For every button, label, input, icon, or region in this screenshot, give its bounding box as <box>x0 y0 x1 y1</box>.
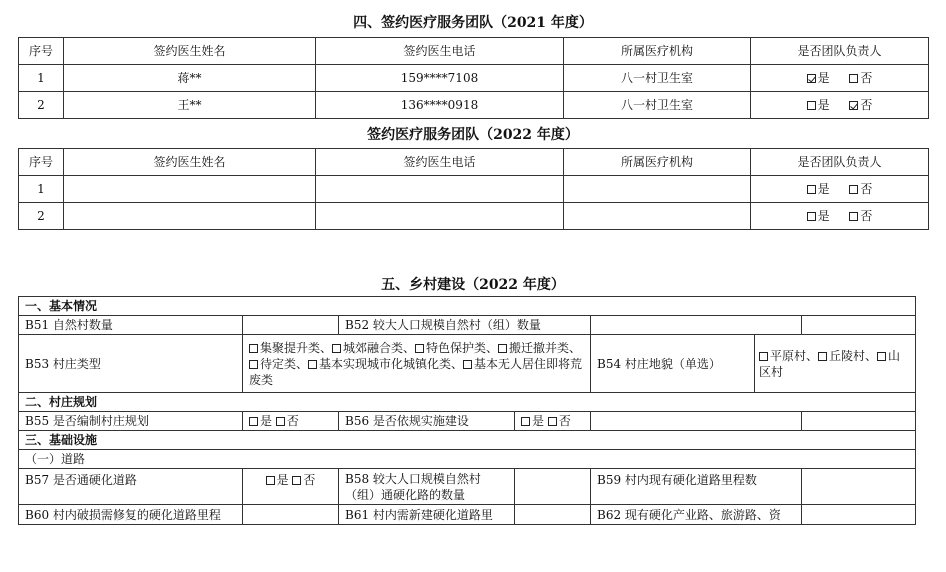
section-row <box>19 297 916 316</box>
section-row <box>19 431 916 450</box>
no-label: 否 <box>303 473 316 487</box>
option-label: 基本实现城市化城镇化类、 <box>319 356 464 371</box>
yes-label: 是 <box>817 209 830 223</box>
medical-org[interactable] <box>564 176 751 203</box>
yes-label: 是 <box>260 414 273 428</box>
yes-label: 是 <box>817 71 830 85</box>
checkbox-icon[interactable] <box>759 352 768 361</box>
no-label: 否 <box>860 209 873 223</box>
option-label: 特色保护类、 <box>426 340 499 355</box>
table-row <box>19 469 916 505</box>
doctor-phone[interactable] <box>316 203 564 230</box>
table-row <box>19 412 916 431</box>
checkbox-icon[interactable] <box>498 344 507 353</box>
b58-label: B58 较大人口规模自然村（组）通硬化路的数量 <box>339 469 515 505</box>
b51-value[interactable] <box>243 316 339 335</box>
b56-choice <box>515 412 591 431</box>
b62-label: B62 现有硬化产业路、旅游路、资 <box>591 505 802 525</box>
b60-value[interactable] <box>243 505 339 525</box>
b55-label: B55 是否编制村庄规划 <box>19 412 243 431</box>
doctor-name: 王** <box>64 92 316 119</box>
b52-label: B52 较大人口规模自然村（组）数量 <box>339 316 591 335</box>
section-basic: 一、基本情况 <box>19 297 916 316</box>
checkbox-icon[interactable] <box>249 360 258 369</box>
checkbox-icon[interactable] <box>818 352 827 361</box>
b62-value[interactable] <box>802 505 916 525</box>
header-cell: 序号 <box>19 149 64 176</box>
table-row <box>19 65 929 92</box>
header-cell: 所属医疗机构 <box>564 149 751 176</box>
checkbox-icon[interactable] <box>807 212 816 221</box>
yes-label: 是 <box>276 473 289 487</box>
row-number: 2 <box>19 92 64 119</box>
checkbox-icon[interactable] <box>308 360 317 369</box>
option-label: 丘陵村、 <box>829 348 878 363</box>
section-infrastructure: 三、基础设施 <box>19 431 916 450</box>
header-cell: 签约医生姓名 <box>64 149 316 176</box>
medical-org: 八一村卫生室 <box>564 65 751 92</box>
b54-label: B54 村庄地貌（单选） <box>591 335 755 393</box>
option-label: 待定类、 <box>260 356 309 371</box>
b53-options <box>243 335 591 393</box>
no-label: 否 <box>860 71 873 85</box>
option-label: 平原村、 <box>770 348 819 363</box>
leader-choice <box>751 92 929 119</box>
option-label: 城郊融合类、 <box>343 340 416 355</box>
blank-cell <box>802 412 916 431</box>
row-number: 1 <box>19 65 64 92</box>
checkbox-icon[interactable] <box>332 344 341 353</box>
leader-choice <box>751 203 929 230</box>
team-2021-title: 四、签约医疗服务团队（2021 年度） <box>353 15 593 31</box>
table-row <box>19 92 929 119</box>
option-label: 山区村 <box>759 348 901 379</box>
checkbox-icon[interactable] <box>266 476 275 485</box>
yes-label: 是 <box>817 98 830 112</box>
checkbox-icon[interactable] <box>463 360 472 369</box>
checkbox-icon[interactable] <box>521 417 530 426</box>
yes-label: 是 <box>532 414 545 428</box>
checkbox-icon[interactable] <box>807 101 816 110</box>
no-label: 否 <box>286 414 299 428</box>
b57-choice <box>243 469 339 505</box>
b51-label: B51 自然村数量 <box>19 316 243 335</box>
b61-value[interactable] <box>515 505 591 525</box>
doctor-phone: 159****7108 <box>316 65 564 92</box>
rural-title: 五、乡村建设（2022 年度） <box>381 277 565 293</box>
rural-table <box>18 296 916 525</box>
b60-label: B60 村内破损需修复的硬化道路里程 <box>19 505 243 525</box>
doctor-name: 蒋** <box>64 65 316 92</box>
table-row <box>19 316 916 335</box>
doctor-phone[interactable] <box>316 176 564 203</box>
option-label: 搬迁撤并类、 <box>509 340 582 355</box>
header-cell: 是否团队负责人 <box>751 38 929 65</box>
b56-label: B56 是否依规实施建设 <box>339 412 515 431</box>
medical-org[interactable] <box>564 203 751 230</box>
doctor-phone: 136****0918 <box>316 92 564 119</box>
no-label: 否 <box>558 414 571 428</box>
b54-options <box>755 335 916 393</box>
table-row <box>19 505 916 525</box>
team-2022-table <box>18 148 929 230</box>
header-cell: 签约医生电话 <box>316 38 564 65</box>
b59-label: B59 村内现有硬化道路里程数 <box>591 469 802 505</box>
b52-extra <box>802 316 916 335</box>
leader-choice <box>751 176 929 203</box>
checkbox-icon[interactable] <box>276 417 285 426</box>
b57-label: B57 是否通硬化道路 <box>19 469 243 505</box>
b52-value[interactable] <box>591 316 802 335</box>
subsection-row <box>19 450 916 469</box>
no-label: 否 <box>860 182 873 196</box>
checkbox-icon[interactable] <box>548 417 557 426</box>
checked-checkbox-icon[interactable] <box>807 74 816 83</box>
checkbox-icon[interactable] <box>249 417 258 426</box>
b55-choice <box>243 412 339 431</box>
medical-org: 八一村卫生室 <box>564 92 751 119</box>
header-cell: 所属医疗机构 <box>564 38 751 65</box>
doctor-name[interactable] <box>64 203 316 230</box>
row-number: 2 <box>19 203 64 230</box>
table-row <box>19 335 916 393</box>
header-cell: 序号 <box>19 38 64 65</box>
checkbox-icon[interactable] <box>849 185 858 194</box>
row-number: 1 <box>19 176 64 203</box>
no-label: 否 <box>860 98 873 112</box>
table-row <box>19 203 929 230</box>
b59-value[interactable] <box>802 469 916 505</box>
header-cell: 是否团队负责人 <box>751 149 929 176</box>
header-cell: 签约医生电话 <box>316 149 564 176</box>
blank-cell <box>591 412 802 431</box>
team-2021-table <box>18 37 929 119</box>
section-row <box>19 393 916 412</box>
b61-label: B61 村内需新建硬化道路里 <box>339 505 515 525</box>
b53-label: B53 村庄类型 <box>19 335 243 393</box>
checkbox-icon[interactable] <box>849 74 858 83</box>
checkbox-icon[interactable] <box>292 476 301 485</box>
section-planning: 二、村庄规划 <box>19 393 916 412</box>
leader-choice <box>751 65 929 92</box>
checkbox-icon[interactable] <box>877 352 886 361</box>
checkbox-icon[interactable] <box>249 344 258 353</box>
option-label: 基本无人居住即将荒废类 <box>249 356 583 387</box>
table-header-row <box>19 149 929 176</box>
checked-checkbox-icon[interactable] <box>849 101 858 110</box>
checkbox-icon[interactable] <box>849 212 858 221</box>
b58-value[interactable] <box>515 469 591 505</box>
checkbox-icon[interactable] <box>415 344 424 353</box>
subsection-road: （一）道路 <box>19 450 916 469</box>
header-cell: 签约医生姓名 <box>64 38 316 65</box>
team-2022-title: 签约医疗服务团队（2022 年度） <box>367 127 579 143</box>
table-row <box>19 176 929 203</box>
table-header-row <box>19 38 929 65</box>
option-label: 集聚提升类、 <box>260 340 333 355</box>
doctor-name[interactable] <box>64 176 316 203</box>
checkbox-icon[interactable] <box>807 185 816 194</box>
yes-label: 是 <box>817 182 830 196</box>
